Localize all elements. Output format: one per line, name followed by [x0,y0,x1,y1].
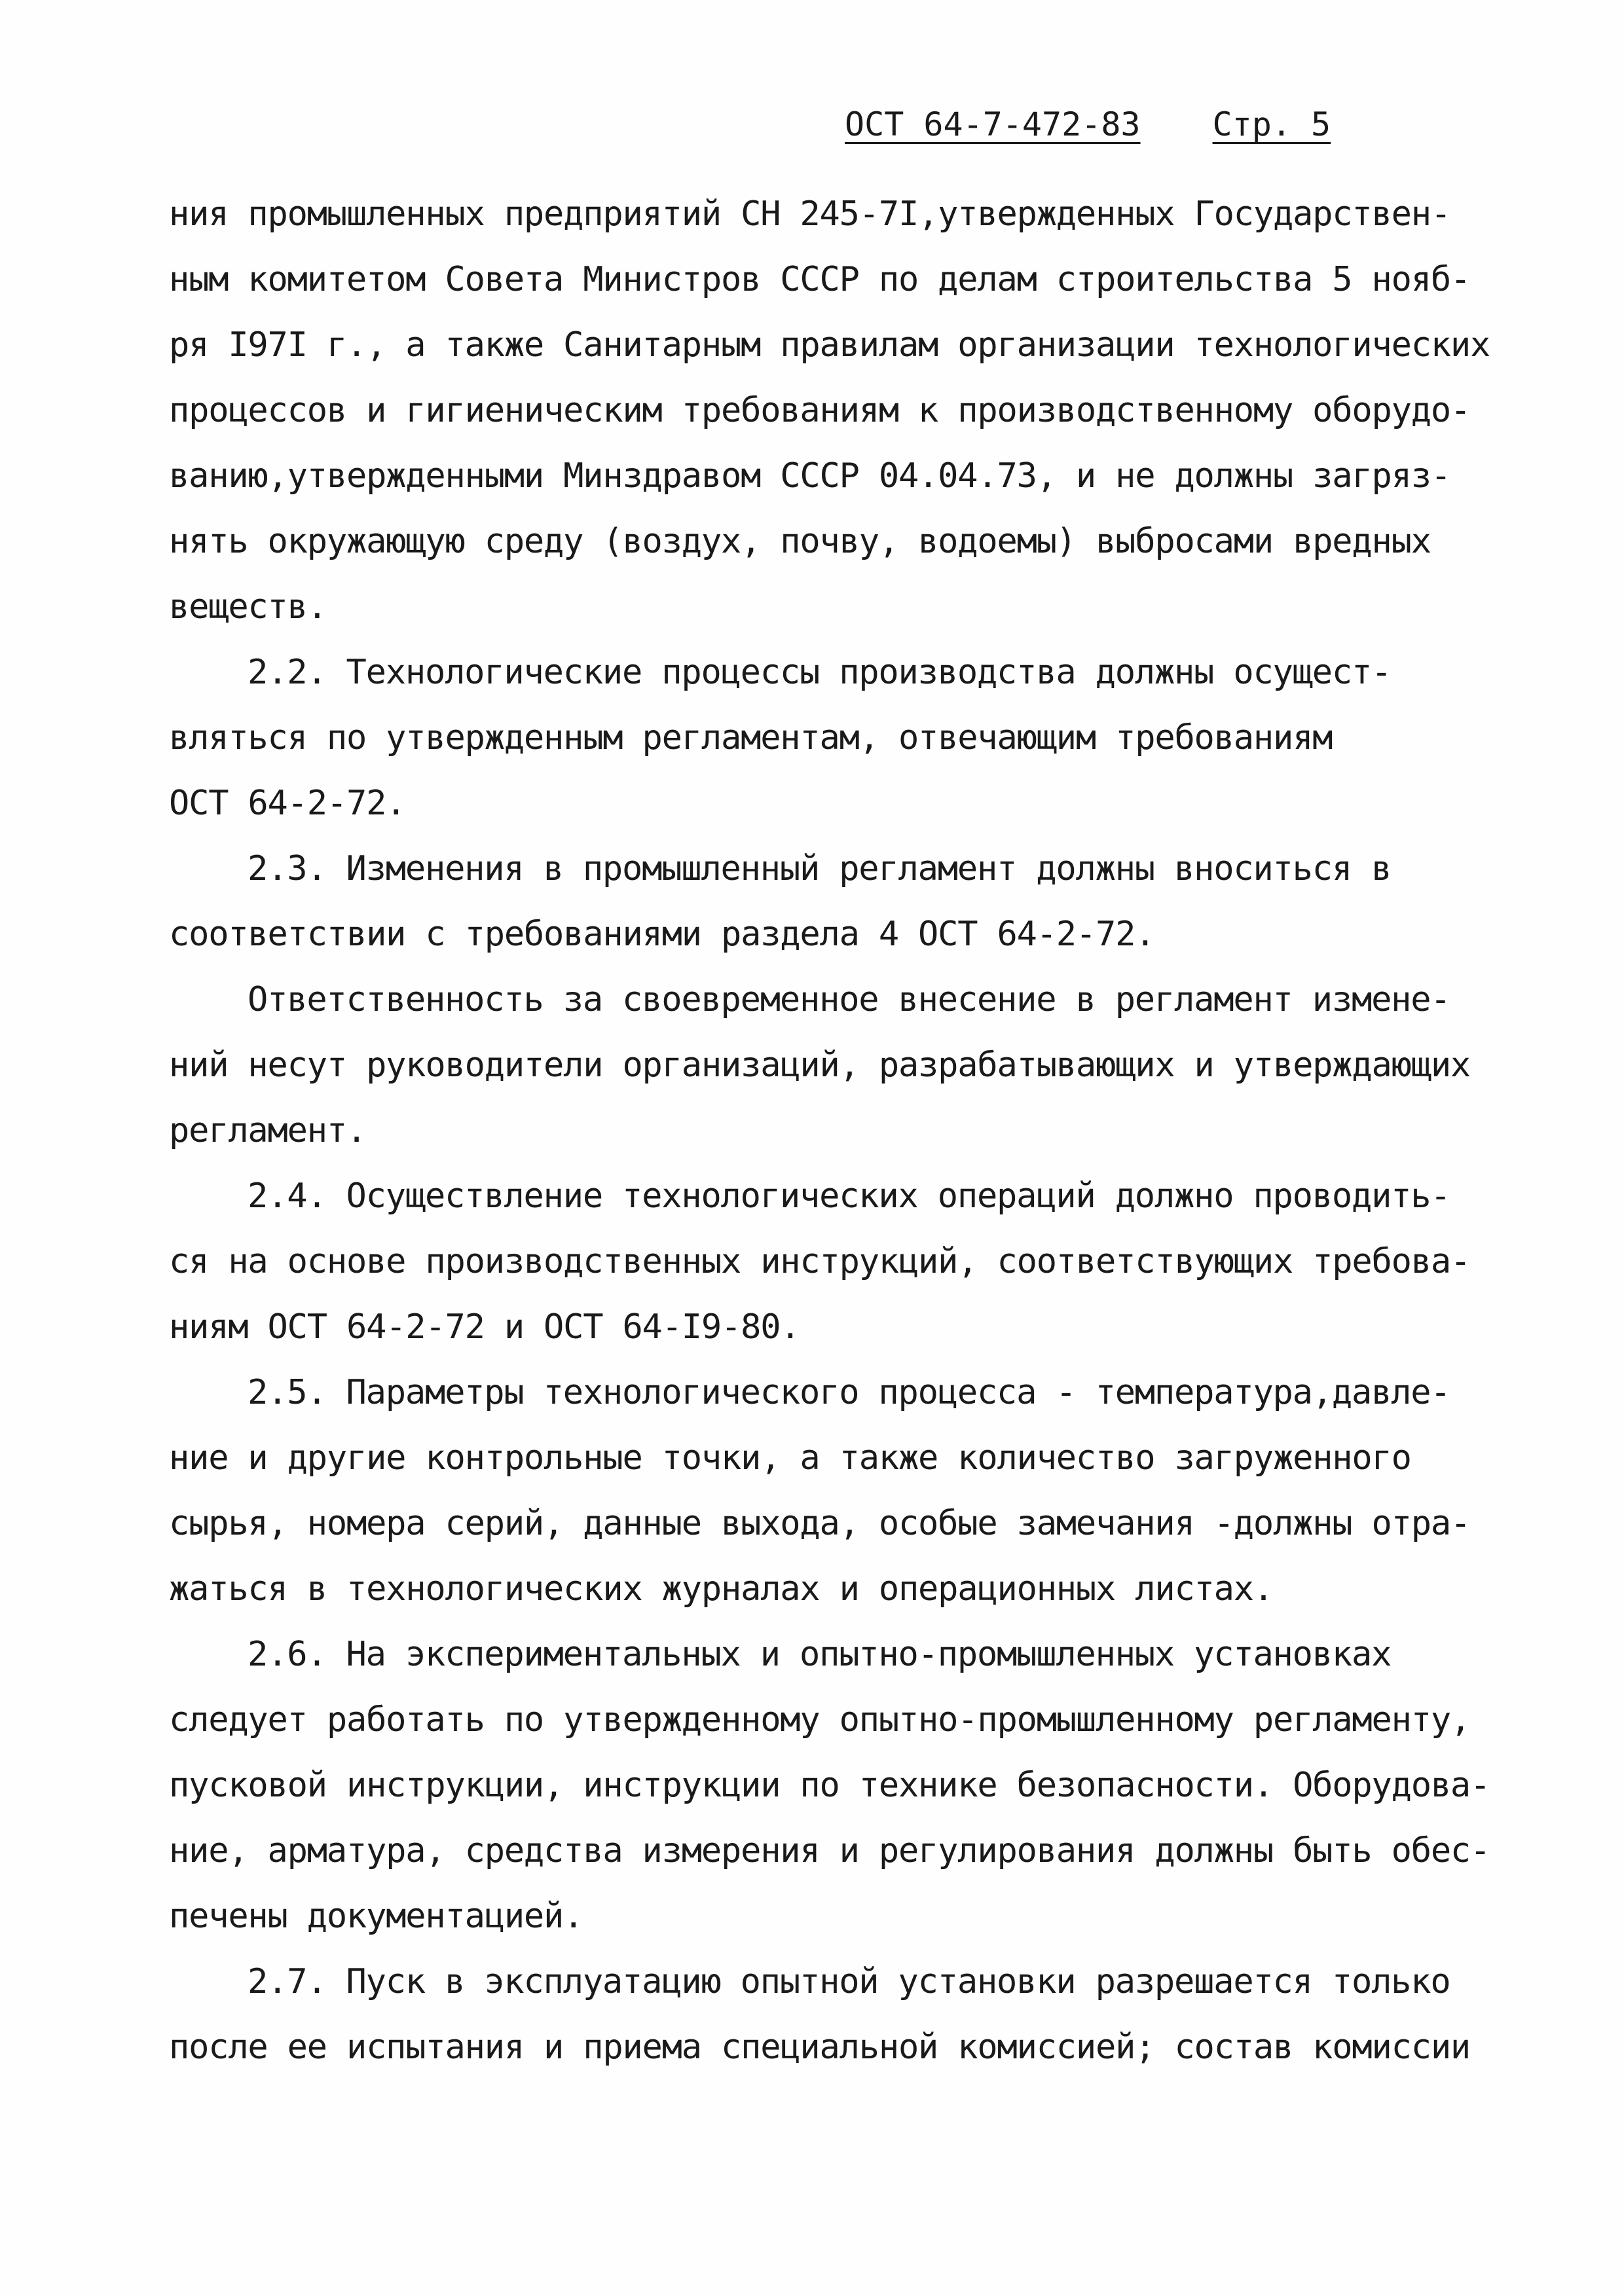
text-line: ся на основе производственных инструкций, соответствующих требова- [169,1242,1471,1281]
paragraph-start-2-3: 2.3. Изменения в промышленный регламент должны вноситься в [248,849,1392,888]
paragraph-start-2-5: 2.5. Параметры технологического процесса - температура,давле- [248,1373,1450,1412]
text-line: после ее испытания и приема специальной комиссией; состав комиссии [169,2028,1471,2067]
text-line: ным комитетом Совета Министров СССР по делам строительства 5 нояб- [169,260,1471,299]
text-line: ОСТ 64-2-72. [169,784,406,823]
text-line: жаться в технологических журналах и операционных листах. [169,1569,1273,1609]
page-header [845,105,1331,144]
paragraph-start-2-7: 2.7. Пуск в эксплуатацию опытной установки разрешается только [248,1962,1450,2001]
text-line: нять окружающую среду (воздух, почву, водоемы) выбросами вредных [169,522,1431,561]
text-line: ванию,утвержденными Минздравом СССР 04.04.73, и не должны загряз- [169,456,1450,496]
text-line: вляться по утвержденным регламентам, отвечающим требованиям [169,718,1333,757]
paragraph-start-2-2: 2.2. Технологические процессы производства должны осущест- [248,653,1392,692]
text-line: следует работать по утвержденному опытно-промышленному регламенту, [169,1700,1471,1740]
text-line: ря I97I г., а также Санитарным правилам организации технологических [169,325,1490,365]
paragraph-start-responsibility: Ответственность за своевременное внесение в регламент измене- [248,980,1450,1019]
text-line: ний несут руководители организаций, разрабатывающих и утверждающих [169,1046,1471,1085]
text-line: печены документацией. [169,1897,583,1936]
text-line: сырья, номера серий, данные выхода, особые замечания -должны отра- [169,1504,1471,1543]
text-line: ниям ОСТ 64-2-72 и ОСТ 64-I9-80. [169,1307,800,1347]
standard-number: ОСТ 64-7-472-83 [845,105,1141,143]
text-line: соответствии с требованиями раздела 4 ОСТ 64-2-72. [169,915,1155,954]
paragraph-start-2-4: 2.4. Осуществление технологических операций должно проводить- [248,1176,1450,1216]
text-line: ния промышленных предприятий СН 245-7I,утвержденных Государствен- [169,194,1450,234]
text-line: веществ. [169,587,327,627]
paragraph-start-2-6: 2.6. На экспериментальных и опытно-промышленных установках [248,1635,1392,1674]
text-line: пусковой инструкции, инструкции по технике безопасности. Оборудова- [169,1766,1490,1805]
text-line: регламент. [169,1111,367,1150]
page-number: Стр. 5 [1212,105,1331,143]
text-line: ние и другие контрольные точки, а также количество загруженного [169,1438,1411,1478]
text-line: ние, арматура, средства измерения и регулирования должны быть обес- [169,1831,1490,1870]
text-line: процессов и гигиеническим требованиям к производственному оборудо- [169,391,1471,430]
